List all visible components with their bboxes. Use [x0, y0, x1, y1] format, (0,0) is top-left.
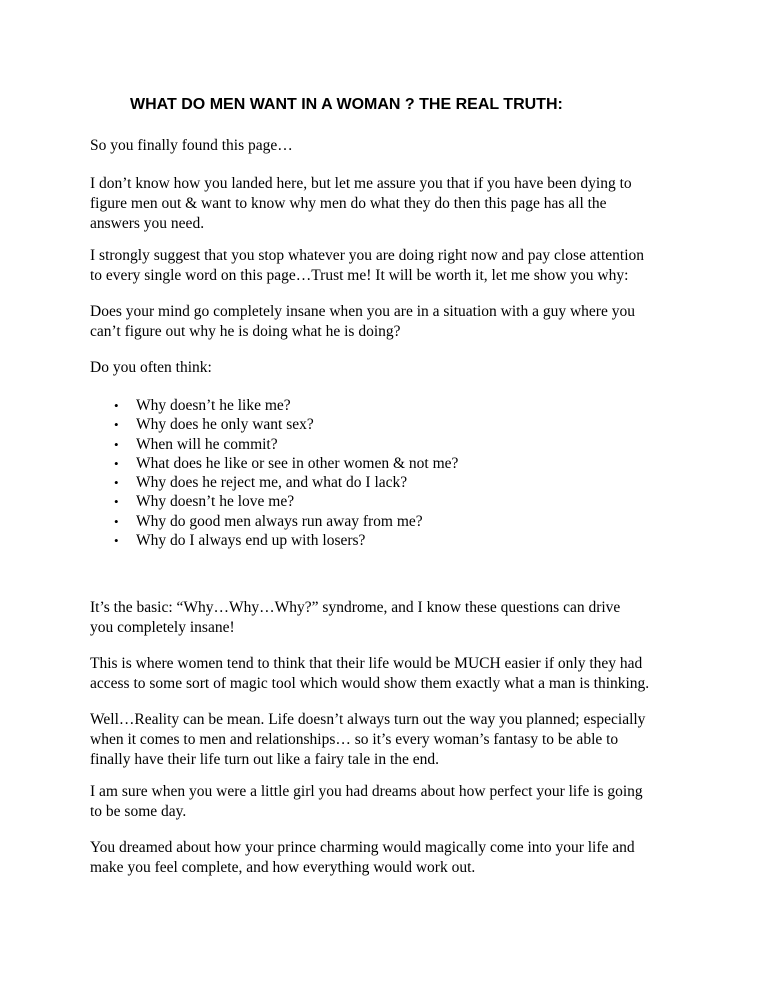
paragraph-prince-charming — [90, 838, 690, 878]
paragraph-line: Well…Reality can be mean. Life doesn’t always turn out the way you planned; especially — [90, 711, 646, 728]
list-item — [90, 492, 458, 511]
list-item-text: When will he commit? — [136, 435, 278, 453]
list-item — [90, 435, 458, 454]
paragraph-line: finally have their life turn out like a fairy tale in the end. — [90, 751, 440, 768]
bullet-icon: • — [114, 455, 119, 471]
bullet-icon: • — [114, 475, 119, 491]
page-title: WHAT DO MEN WANT IN A WOMAN ? THE REAL TRUTH: — [130, 96, 563, 113]
paragraph-line: So you finally found this page… — [90, 137, 293, 154]
list-item-text: Why doesn’t he like me? — [136, 397, 291, 414]
paragraph-little-girl — [90, 782, 690, 822]
paragraph-line: I am sure when you were a little girl you had dreams about how perfect your life is going — [90, 783, 643, 800]
list-item — [90, 396, 458, 415]
bullet-icon: • — [114, 494, 119, 510]
paragraph-line: This is where women tend to think that their life would be MUCH easier if only they had — [90, 655, 643, 672]
list-item-text: What does he like or see in other women & not me? — [136, 454, 459, 472]
paragraph-line: access to some sort of magic tool which would show them exactly what a man is thinking. — [90, 675, 650, 692]
paragraph-insane — [90, 302, 690, 342]
list-item-text: Why do I always end up with losers? — [136, 532, 366, 550]
bullet-icon: • — [114, 398, 119, 413]
paragraph-line: It’s the basic: “Why…Why…Why?” syndrome, and I know these questions can drive — [90, 599, 621, 616]
list-item — [90, 454, 458, 473]
list-item — [90, 531, 458, 550]
paragraph-line: You dreamed about how your prince charming would magically come into your life and — [90, 839, 635, 856]
paragraph-line: I strongly suggest that you stop whatever you are doing right now and pay close attention — [90, 247, 645, 264]
list-item-text: Why do good men always run away from me? — [136, 512, 423, 530]
paragraph-line: Do you often think: — [90, 359, 212, 376]
list-item-text: Why doesn’t he love me? — [136, 493, 295, 511]
paragraph-line: when it comes to men and relationships… so it’s every woman’s fantasy to be able to — [90, 731, 619, 748]
paragraph-think — [90, 358, 690, 378]
paragraph-line: to every single word on this page…Trust me! It will be worth it, let me show you why: — [90, 267, 629, 284]
paragraph-reality — [90, 710, 690, 770]
paragraph-line: can’t figure out why he is doing what he is doing? — [90, 323, 401, 340]
bullet-icon: • — [114, 417, 119, 433]
paragraph-line: Does your mind go completely insane when you are in a situation with a guy where you — [90, 303, 635, 320]
list-item-text: Why does he reject me, and what do I lack? — [136, 474, 408, 492]
list-item-text: Why does he only want sex? — [136, 416, 314, 434]
paragraph-magic-tool — [90, 654, 690, 694]
list-item — [90, 473, 458, 492]
bullet-icon: • — [114, 513, 119, 529]
bullet-icon: • — [114, 533, 119, 549]
paragraph-landed — [90, 174, 690, 234]
question-list — [90, 396, 458, 550]
paragraph-line: answers you need. — [90, 215, 205, 232]
paragraph-syndrome — [90, 598, 690, 638]
paragraph-line: figure men out & want to know why men do what they do then this page has all the — [90, 195, 607, 212]
paragraph-intro — [90, 136, 690, 156]
list-item — [90, 415, 458, 434]
list-item — [90, 512, 458, 531]
paragraph-suggest — [90, 246, 690, 286]
paragraph-line: to be some day. — [90, 803, 187, 820]
paragraph-line: you completely insane! — [90, 619, 235, 636]
bullet-icon: • — [114, 436, 119, 452]
paragraph-line: I don’t know how you landed here, but let me assure you that if you have been dying to — [90, 175, 632, 192]
paragraph-line: make you feel complete, and how everything would work out. — [90, 859, 476, 876]
